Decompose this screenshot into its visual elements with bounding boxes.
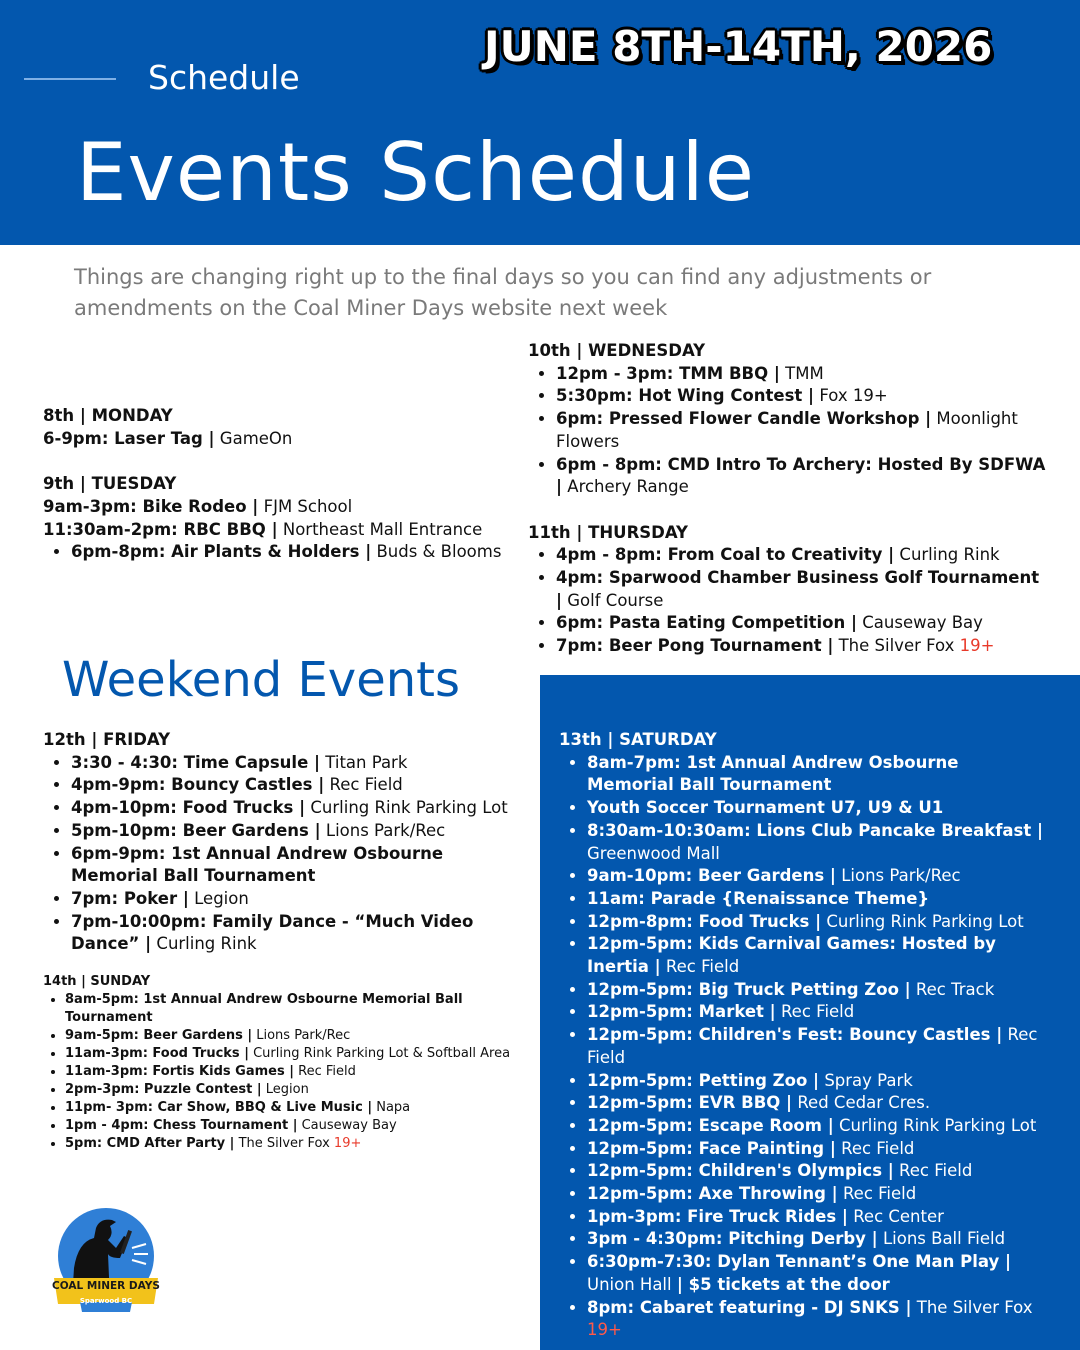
logo-subtext: Sparwood BC: [79, 1297, 133, 1305]
event-location: The Silver Fox: [911, 1297, 1033, 1317]
event-list-item: [71, 752, 513, 775]
event-location: Napa: [372, 1100, 411, 1115]
event-list-item: [587, 865, 1049, 888]
event-location: Curling Rink: [151, 934, 257, 954]
sunday-list: [43, 991, 513, 1153]
event-location: Rec Field: [837, 1184, 917, 1204]
sunday-heading: 14th | SUNDAY: [43, 974, 151, 989]
event-time-title: Youth Soccer Tournament U7, U9 & U1: [587, 798, 944, 818]
event-location: Fox 19+: [814, 386, 888, 406]
event-list-item: [71, 774, 513, 797]
event-time-title: 7pm: Poker |: [71, 888, 189, 908]
event-time-title: 12pm-5pm: Children's Fest: Bouncy Castles |: [587, 1025, 1003, 1045]
event-location: Titan Park: [320, 752, 408, 772]
event-list-item: [587, 1115, 1049, 1138]
age-restriction-badge: 19+: [587, 1320, 622, 1340]
event-location: Curling Rink Parking Lot & Softball Area: [248, 1046, 511, 1061]
tuesday-heading: 9th | TUESDAY: [43, 474, 177, 494]
event-location: Lions Park/Rec: [320, 820, 446, 840]
event-time-title: 11pm- 3pm: Car Show, BBQ & Live Music |: [65, 1100, 373, 1115]
event-list-item: [587, 797, 1049, 820]
event-list-item: [587, 979, 1049, 1002]
event-time-title: 12pm-5pm: EVR BBQ |: [587, 1093, 793, 1113]
event-time-title: 12pm-5pm: Petting Zoo |: [587, 1070, 820, 1090]
event-location: Curling Rink Parking Lot: [833, 1115, 1037, 1135]
event-location: The Silver Fox: [833, 636, 960, 656]
event-list-item: [587, 933, 1049, 978]
event-list-item: [71, 797, 513, 820]
weekend-title: Weekend Events: [62, 652, 460, 708]
event-time-title: 7pm-10:00pm: Family Dance - “Much Video Dance” |: [71, 911, 474, 954]
age-restriction-badge: 19+: [959, 636, 995, 656]
event-location: TMM: [779, 363, 824, 383]
event-location: Rec Field: [893, 1161, 973, 1181]
event-location: Rec Field: [587, 1025, 1038, 1067]
event-location: Golf Course: [562, 590, 664, 610]
event-location: Spray Park: [819, 1070, 913, 1090]
event-location: Lions Park/Rec: [835, 866, 961, 886]
event-list-item: [587, 1001, 1049, 1024]
event-time-title: 12pm-5pm: Kids Carnival Games: Hosted by Inertia |: [587, 934, 996, 977]
event-location: Causeway Bay: [857, 613, 983, 633]
event-list-item: [65, 1081, 513, 1099]
thursday-heading: 11th | THURSDAY: [528, 522, 688, 542]
event-time-title: 12pm-5pm: Escape Room |: [587, 1115, 834, 1135]
event-list-item: [587, 1251, 1049, 1296]
event-time-title: 8am-5pm: 1st Annual Andrew Osbourne Memorial Ball Tournament: [65, 992, 463, 1025]
intro-text: Things are changing right up to the final days so you can find any adjustments or amendments on the Coal Miner Days website next week: [74, 265, 932, 320]
event-time-title: 12pm-5pm: Face Painting |: [587, 1138, 836, 1158]
event-location: Causeway Bay: [297, 1118, 397, 1133]
weekday-left-column: [43, 405, 513, 564]
event-time-title: 6pm: Pressed Flower Candle Workshop |: [556, 409, 932, 429]
event-list-item: [587, 1138, 1049, 1161]
event-time-title: 1pm - 4pm: Chess Tournament |: [65, 1118, 298, 1133]
event-list-item: [587, 1228, 1049, 1251]
event-time-title: 3pm - 4:30pm: Pitching Derby |: [587, 1229, 878, 1249]
event-list-item: [71, 843, 513, 888]
event-time-title: 5:30pm: Hot Wing Contest |: [556, 386, 815, 406]
event-time-title: 2pm-3pm: Puzzle Contest |: [65, 1082, 262, 1097]
event-location: Rec Field: [324, 775, 403, 795]
event-time-title: 8am-7pm: 1st Annual Andrew Osbourne Memorial Ball Tournament: [587, 752, 959, 795]
event-location: Lions Park/Rec: [252, 1028, 351, 1043]
event-time-title: 11am: Parade {Renaissance Theme}: [587, 888, 930, 908]
tuesday-lines: [43, 496, 513, 541]
event-time-title: 6pm: Pasta Eating Competition |: [556, 613, 858, 633]
event-list-item: [587, 1024, 1049, 1069]
event-list-item: [587, 1183, 1049, 1206]
tuesday-list: [43, 541, 513, 564]
event-time-title: 8:30am-10:30am: Lions Club Pancake Breakfast |: [587, 820, 1044, 840]
event-list-item: [587, 1206, 1049, 1229]
event-list-item: [65, 991, 513, 1027]
friday-column: [43, 729, 513, 956]
event-list-item: [587, 1297, 1049, 1342]
saturday-list: [559, 752, 1049, 1342]
event-time-title: 1pm-3pm: Fire Truck Rides |: [587, 1206, 848, 1226]
event-location: Union Hall: [587, 1274, 677, 1294]
event-time-title: 12pm-5pm: Big Truck Petting Zoo |: [587, 979, 911, 999]
event-time-title: 6:30pm-7:30: Dylan Tennant’s One Man Play |: [587, 1252, 1012, 1272]
event-time-title: 8pm: Cabaret featuring - DJ SNKS |: [587, 1297, 912, 1317]
event-location: Red Cedar Cres.: [792, 1093, 931, 1113]
event-location: Moonlight Flowers: [556, 409, 1018, 451]
event-time-title: 9am-5pm: Beer Gardens |: [65, 1028, 253, 1043]
event-location: Northeast Mall Entrance: [277, 519, 483, 539]
event-location: Rec Field: [660, 957, 740, 977]
event-time-title: 4pm: Sparwood Chamber Business Golf Tournament |: [556, 568, 1040, 610]
event-list-item: [587, 752, 1049, 797]
event-ticket-note: | $5 tickets at the door: [676, 1274, 890, 1294]
section-label: Schedule: [148, 58, 300, 97]
monday-lines: [43, 428, 513, 451]
event-time-title: 12pm-5pm: Market |: [587, 1002, 776, 1022]
event-time-title: 12pm - 3pm: TMM BBQ |: [556, 363, 780, 383]
event-time-title: 11am-3pm: Food Trucks |: [65, 1046, 249, 1061]
event-line: [43, 496, 513, 519]
event-list-item: [71, 541, 513, 564]
event-list-item: [556, 567, 1048, 612]
event-location: Lions Ball Field: [877, 1229, 1006, 1249]
thursday-list: [528, 544, 1048, 658]
header-banner: [0, 0, 1080, 245]
sunday-column: [43, 973, 513, 1153]
event-list-item: [587, 820, 1049, 865]
event-list-item: [71, 888, 513, 911]
event-time-title: 4pm - 8pm: From Coal to Creativity |: [556, 545, 895, 565]
event-list-item: [65, 1135, 513, 1153]
event-line: [43, 519, 513, 542]
event-list-item: [65, 1045, 513, 1063]
event-list-item: [587, 1070, 1049, 1093]
event-location: Rec Track: [910, 979, 995, 999]
monday-heading: 8th | MONDAY: [43, 406, 173, 425]
event-location: Curling Rink: [894, 545, 1000, 565]
weekday-right-column: [528, 340, 1048, 658]
event-time-title: 5pm-10pm: Beer Gardens |: [71, 820, 321, 840]
event-time-title: 12pm-5pm: Axe Throwing |: [587, 1184, 838, 1204]
event-list-item: [556, 612, 1048, 635]
event-time-title: 6-9pm: Laser Tag |: [43, 428, 215, 448]
wednesday-heading: 10th | WEDNESDAY: [528, 341, 706, 360]
page-title: Events Schedule: [76, 126, 755, 219]
event-time-title: 4pm-9pm: Bouncy Castles |: [71, 775, 325, 795]
saturday-heading: 13th | SATURDAY: [559, 730, 717, 749]
event-time-title: 9am-10pm: Beer Gardens |: [587, 866, 836, 886]
event-list-item: [587, 1160, 1049, 1183]
event-list-item: [65, 1099, 513, 1117]
event-location: Curling Rink Parking Lot: [821, 911, 1024, 931]
event-location: Curling Rink Parking Lot: [305, 798, 508, 818]
event-line: [43, 428, 513, 451]
event-time-title: 4pm-10pm: Food Trucks |: [71, 798, 306, 818]
event-location: Rec Field: [293, 1064, 356, 1079]
event-time-title: 11am-3pm: Fortis Kids Games |: [65, 1064, 294, 1079]
event-time-title: 6pm-8pm: Air Plants & Holders |: [71, 542, 372, 562]
event-location: Greenwood Mall: [587, 843, 720, 863]
event-list-item: [587, 1092, 1049, 1115]
saturday-column: [559, 729, 1049, 1342]
event-list-item: [556, 635, 1048, 658]
event-location: Rec Field: [835, 1138, 915, 1158]
event-time-title: 12pm-5pm: Children's Olympics |: [587, 1161, 894, 1181]
event-list-item: [71, 820, 513, 843]
event-location: FJM School: [258, 496, 353, 516]
event-list-item: [556, 544, 1048, 567]
event-list-item: [65, 1117, 513, 1135]
friday-heading: 12th | FRIDAY: [43, 730, 171, 749]
event-list-item: [71, 911, 513, 956]
event-location: Legion: [261, 1082, 309, 1097]
date-banner: JUNE 8TH-14TH, 2026: [484, 22, 993, 71]
event-location: Archery Range: [562, 477, 689, 497]
event-location: Buds & Blooms: [371, 542, 502, 562]
wednesday-list: [528, 363, 1048, 499]
event-location: Legion: [188, 888, 249, 908]
event-location: The Silver Fox: [234, 1136, 334, 1151]
coal-miner-days-logo: [50, 1208, 162, 1314]
age-restriction-badge: 19+: [333, 1136, 362, 1151]
event-list-item: [556, 454, 1048, 499]
event-list-item: [556, 385, 1048, 408]
friday-list: [43, 752, 513, 956]
event-time-title: 5pm: CMD After Party |: [65, 1136, 235, 1151]
event-time-title: 7pm: Beer Pong Tournament |: [556, 636, 834, 656]
event-location: Rec Field: [775, 1002, 855, 1022]
event-list-item: [65, 1063, 513, 1081]
header-divider-line: [24, 78, 116, 80]
event-location: GameOn: [214, 428, 293, 448]
event-list-item: [587, 888, 1049, 911]
event-time-title: 9am-3pm: Bike Rodeo |: [43, 496, 259, 516]
event-time-title: 11:30am-2pm: RBC BBQ |: [43, 519, 278, 539]
event-list-item: [556, 363, 1048, 386]
event-time-title: 6pm-9pm: 1st Annual Andrew Osbourne Memorial Ball Tournament: [71, 843, 444, 886]
event-list-item: [65, 1027, 513, 1045]
event-location: Rec Center: [847, 1206, 944, 1226]
event-list-item: [587, 911, 1049, 934]
event-time-title: 6pm - 8pm: CMD Intro To Archery: Hosted By SDFWA |: [556, 454, 1046, 497]
logo-text: COAL MINER DAYS: [52, 1280, 160, 1292]
event-list-item: [556, 408, 1048, 453]
event-time-title: 12pm-8pm: Food Trucks |: [587, 911, 822, 931]
event-time-title: 3:30 - 4:30: Time Capsule |: [71, 752, 321, 772]
